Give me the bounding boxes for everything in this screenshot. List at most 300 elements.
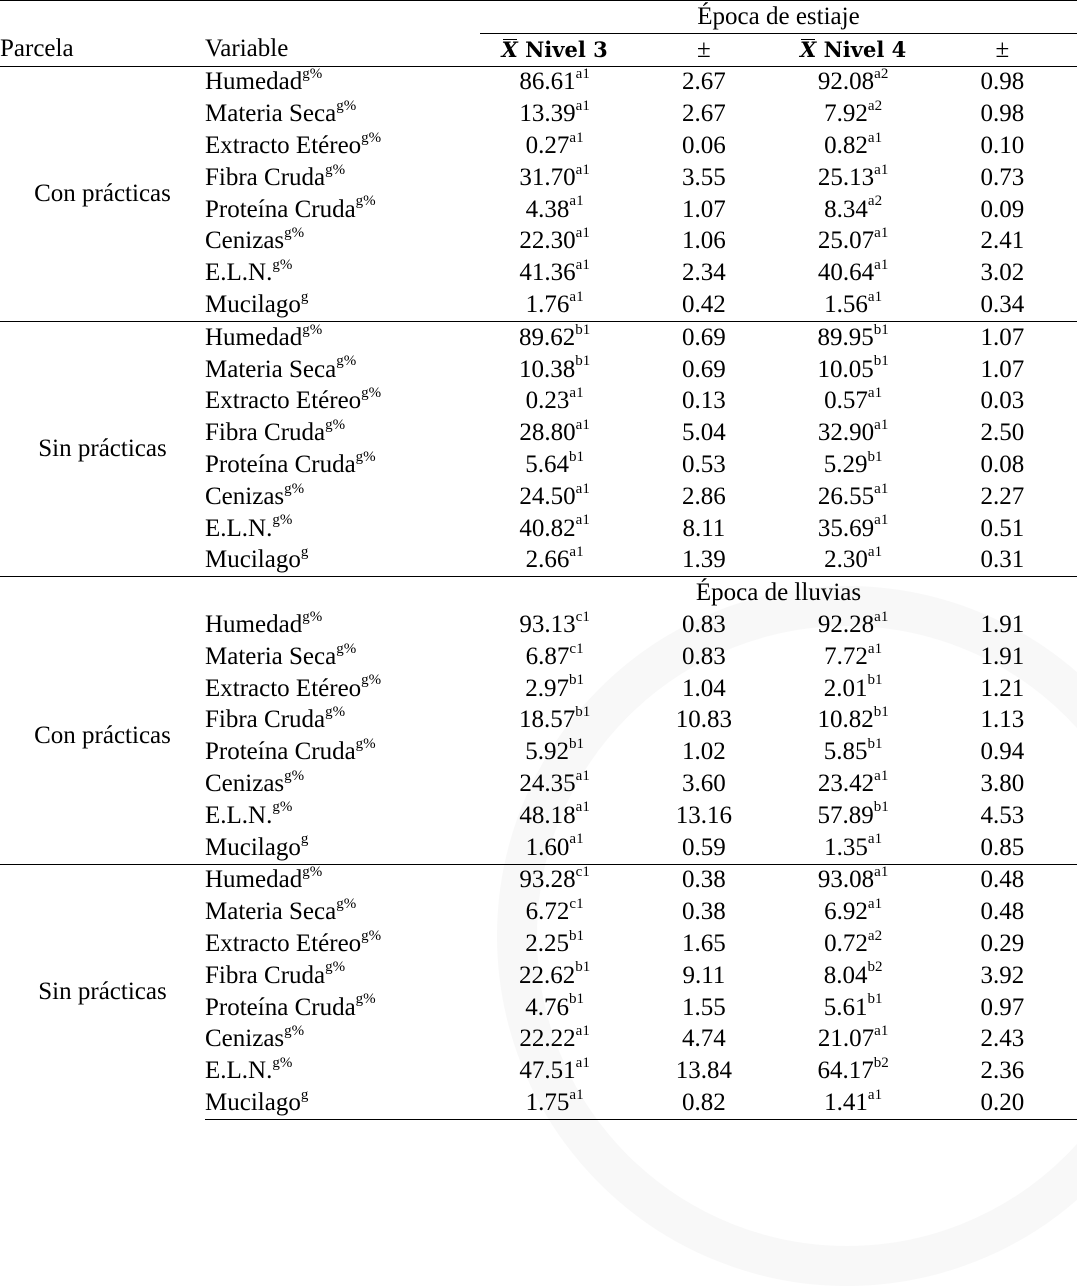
parcela-cell: Con prácticas [34, 179, 171, 207]
cell-superscript: a2 [867, 193, 883, 210]
cell-superscript: a1 [575, 480, 590, 497]
cell-value: 0.27 [525, 132, 570, 160]
pm-nivel4-cell: 1.91 [980, 642, 1025, 670]
variable-cell [205, 98, 480, 130]
cell-value: Humedad [205, 323, 303, 351]
pm-nivel4-cell: 0.08 [980, 451, 1025, 479]
cell-value: 7.92 [824, 100, 868, 128]
mean-nivel4-cell [779, 800, 928, 832]
mean-nivel4-cell [779, 1055, 928, 1087]
cell-superscript: a1 [867, 385, 883, 402]
cell-superscript: b1 [569, 927, 584, 944]
cell-value: Mucilago [205, 546, 301, 574]
cell-superscript: b1 [867, 672, 883, 689]
cell-superscript: a1 [874, 256, 889, 273]
pm-nivel3-cell: 1.07 [682, 195, 726, 223]
pm-nivel3-cell: 2.67 [682, 68, 726, 96]
pm-nivel3-header: ± [629, 33, 778, 66]
cell-value: 2.66 [525, 546, 570, 574]
variable-cell [205, 449, 480, 481]
cell-value: 25.13 [817, 163, 875, 191]
cell-superscript: g% [355, 735, 376, 752]
cell-superscript: a1 [867, 288, 883, 305]
cell-value: Cenizas [205, 227, 285, 255]
table-row [0, 864, 1077, 896]
cell-superscript: a2 [867, 927, 883, 944]
cell-superscript: g% [336, 640, 357, 657]
cell-value: 2.30 [824, 546, 868, 574]
variable-cell [205, 66, 480, 98]
cell-superscript: b1 [575, 704, 591, 721]
pm-nivel3-cell: 0.38 [682, 898, 726, 926]
pm-nivel4-cell: 1.07 [980, 355, 1025, 383]
cell-value: 10.05 [817, 355, 874, 383]
mean-nivel3-cell [480, 960, 629, 992]
mean-nivel4-cell [779, 736, 928, 768]
cell-value: Mucilago [205, 291, 301, 319]
cell-superscript: g% [272, 512, 293, 529]
cell-superscript: b1 [873, 353, 889, 370]
cell-superscript: a1 [569, 831, 584, 848]
cell-value: Extracto Etéreo [205, 930, 362, 957]
pm-nivel4-cell: 0.34 [980, 291, 1025, 319]
mean-nivel4-cell [779, 928, 928, 960]
cell-value: 92.08 [817, 68, 875, 96]
cell-superscript: a1 [569, 1086, 584, 1103]
mean-nivel3-cell [480, 194, 629, 226]
cell-superscript: a1 [575, 767, 590, 784]
mean-nivel3-cell [480, 481, 629, 513]
cell-value: 4.38 [525, 195, 570, 223]
cell-value: 0.57 [824, 387, 868, 415]
cell-superscript: a1 [874, 608, 889, 625]
cell-superscript: g% [284, 1023, 305, 1040]
mean-nivel4-cell [779, 992, 928, 1024]
pm-nivel3-cell: 10.83 [675, 706, 732, 734]
pm-nivel3-cell: 2.67 [682, 100, 726, 128]
variable-cell [205, 162, 480, 194]
mean-nivel4-cell [779, 289, 928, 321]
mean-nivel4-cell [779, 226, 928, 258]
pm-nivel3-cell: 5.04 [682, 419, 726, 447]
pm-nivel3-cell: 0.69 [629, 321, 778, 353]
pm-nivel3-cell: 0.69 [682, 355, 726, 383]
mean-nivel3-cell [480, 162, 629, 194]
mean-nivel4-cell [779, 1024, 928, 1056]
cell-superscript: g% [272, 1054, 293, 1071]
cell-superscript: b2 [867, 959, 883, 976]
cell-value: E.L.N. [205, 1057, 273, 1085]
mean-nivel4-cell [779, 896, 928, 928]
mean-nivel3-cell [480, 513, 629, 545]
mean-nivel3-cell [480, 832, 629, 864]
cell-superscript: g% [325, 416, 346, 433]
pm-nivel3-cell: 1.04 [682, 674, 726, 702]
cell-superscript: g% [361, 927, 382, 944]
cell-value: 6.92 [824, 898, 868, 926]
parcela-header: Parcela [0, 33, 205, 66]
variable-cell [205, 992, 480, 1024]
cell-superscript: a1 [874, 767, 889, 784]
pm-nivel4-cell: 0.98 [980, 68, 1025, 96]
pm-nivel3-cell: 8.11 [682, 514, 726, 542]
pm-nivel3-cell: 1.02 [682, 738, 726, 766]
variable-cell [205, 354, 480, 386]
mean-nivel3-cell [480, 289, 629, 321]
mean-nivel3-cell [480, 354, 629, 386]
cell-superscript: b1 [569, 672, 584, 689]
variable-cell [205, 289, 480, 321]
cell-superscript: a1 [867, 1086, 883, 1103]
pm-nivel4-cell: 1.91 [980, 611, 1025, 639]
cell-value: 35.69 [817, 514, 875, 542]
pm-nivel3-cell: 0.42 [682, 291, 726, 319]
header-epoch-row [0, 1, 1077, 34]
cell-value: Proteína Cruda [205, 993, 356, 1021]
pm-nivel3-cell: 0.53 [682, 451, 726, 479]
mean-nivel4-cell [779, 864, 928, 896]
variable-cell [205, 226, 480, 258]
variable-cell [205, 545, 480, 577]
mean-nivel3-cell [480, 1055, 629, 1087]
mean-nivel4-cell [779, 162, 928, 194]
cell-superscript: b1 [575, 959, 591, 976]
pm-nivel4-cell: 0.03 [980, 387, 1025, 415]
cell-superscript: b1 [569, 991, 584, 1008]
parcela-cell: Sin prácticas [0, 864, 205, 1119]
cell-superscript: g% [302, 608, 323, 625]
table-row [0, 66, 1077, 98]
cell-superscript: g [300, 1086, 309, 1103]
variable-cell [205, 257, 480, 289]
cell-value: Humedad [205, 866, 303, 894]
mean-header-label: Nivel 4 [816, 36, 907, 62]
cell-superscript: a1 [874, 1023, 889, 1040]
cell-value: Proteína Cruda [205, 195, 356, 223]
cell-superscript: a1 [874, 161, 889, 178]
cell-value: Materia Seca [205, 898, 337, 926]
mean-nivel4-cell [779, 960, 928, 992]
cell-value: 89.95 [817, 323, 874, 351]
pm-nivel3-cell: 9.11 [682, 961, 726, 989]
cell-value: 23.42 [817, 770, 875, 798]
cell-superscript: b1 [873, 704, 889, 721]
cell-value: Cenizas [205, 770, 285, 798]
mean-nivel4-cell [779, 832, 928, 864]
cell-value: Mucilago [205, 1088, 301, 1116]
pm-nivel4-cell: 1.13 [980, 706, 1025, 734]
pm-nivel4-cell: 2.50 [980, 419, 1025, 447]
cell-superscript: g% [302, 321, 323, 338]
variable-cell [205, 513, 480, 545]
variable-cell [205, 641, 480, 673]
cell-value: 41.36 [519, 259, 576, 287]
pm-nivel4-cell: 0.48 [980, 898, 1025, 926]
mean-nivel3-cell [480, 992, 629, 1024]
cell-superscript: a1 [575, 256, 590, 273]
cell-value: 1.35 [824, 833, 868, 861]
pm-nivel3-cell: 0.59 [682, 833, 726, 861]
variable-cell [205, 800, 480, 832]
mean-nivel3-cell [480, 736, 629, 768]
mean-nivel3-cell [480, 768, 629, 800]
cell-value: Extracto Etéreo [205, 387, 362, 415]
cell-superscript: a1 [867, 129, 883, 146]
cell-superscript: c1 [569, 895, 584, 912]
cell-superscript: a1 [874, 512, 889, 529]
cell-value: 31.70 [519, 163, 576, 191]
cell-superscript: a1 [569, 288, 584, 305]
pm-nivel4-cell: 1.21 [980, 674, 1025, 702]
cell-superscript: a1 [867, 544, 883, 561]
pm-nivel3-cell: 3.55 [682, 163, 726, 191]
pm-nivel4-cell: 0.48 [928, 864, 1077, 896]
pm-nivel3-cell: 1.65 [682, 930, 726, 957]
mean-nivel3-cell [480, 609, 629, 641]
mean-nivel3-cell [480, 98, 629, 130]
variable-cell [205, 1087, 480, 1119]
mean-nivel4-cell [779, 66, 928, 98]
cell-superscript: a1 [575, 66, 590, 83]
cell-superscript: g% [325, 161, 346, 178]
variable-header: Variable [205, 33, 480, 66]
pm-nivel3-cell: 1.39 [682, 546, 726, 574]
cell-value: Proteína Cruda [205, 738, 356, 766]
mean-nivel3-cell [480, 545, 629, 577]
cell-superscript: a1 [575, 799, 590, 816]
cell-superscript: b1 [873, 321, 889, 338]
cell-superscript: b2 [873, 1054, 889, 1071]
mean-nivel4-cell [779, 673, 928, 705]
empty-cell [0, 577, 205, 609]
cell-value: Fibra Cruda [205, 419, 326, 447]
parcela-cell: Con prácticas [34, 722, 171, 750]
cell-value: 22.22 [519, 1025, 576, 1053]
cell-value: 5.85 [823, 738, 868, 766]
cell-superscript: b1 [867, 735, 883, 752]
cell-value: 1.56 [824, 291, 868, 319]
table-row [0, 321, 1077, 353]
cell-value: 93.28 [519, 866, 576, 894]
epoch-label: Época de lluvias [480, 577, 1077, 609]
cell-superscript: a1 [867, 831, 883, 848]
variable-cell [205, 832, 480, 864]
mean-nivel3-cell [480, 226, 629, 258]
pm-nivel4-cell: 1.07 [928, 321, 1077, 353]
pm-nivel4-header: ± [928, 33, 1077, 66]
cell-value: 4.76 [525, 993, 569, 1021]
mean-nivel3-cell [480, 705, 629, 737]
cell-value: 48.18 [519, 801, 576, 829]
cell-value: 47.51 [519, 1057, 576, 1085]
cell-superscript: g% [355, 991, 376, 1008]
mean-nivel3-cell [480, 417, 629, 449]
mean-nivel3-cell [480, 896, 629, 928]
mean-nivel4-header [779, 33, 928, 66]
cell-value: 86.61 [519, 68, 576, 96]
cell-superscript: a1 [569, 385, 584, 402]
mean-nivel3-cell [480, 321, 629, 353]
cell-value: Materia Seca [205, 100, 337, 128]
table-row [0, 609, 1077, 641]
variable-cell [205, 960, 480, 992]
cell-superscript: g% [361, 672, 382, 689]
variable-cell [205, 928, 480, 960]
cell-value: 89.62 [519, 323, 576, 351]
pm-nivel4-cell: 0.51 [980, 514, 1025, 542]
cell-superscript: g% [284, 225, 305, 242]
cell-value: 21.07 [817, 1025, 875, 1053]
mean-nivel3-cell [480, 864, 629, 896]
cell-value: 93.08 [817, 866, 875, 894]
table-body [0, 1, 1077, 1120]
cell-superscript: a1 [575, 1054, 590, 1071]
pm-nivel3-cell: 3.60 [682, 770, 726, 798]
cell-superscript: b1 [569, 448, 584, 465]
cell-value: Fibra Cruda [205, 163, 326, 191]
cell-value: 10.82 [817, 706, 874, 734]
cell-superscript: a1 [575, 512, 590, 529]
cell-value: 64.17 [817, 1057, 874, 1085]
mean-nivel3-cell [480, 800, 629, 832]
cell-value: 26.55 [817, 482, 875, 510]
pm-nivel4-cell: 3.80 [980, 770, 1025, 798]
mean-nivel4-cell [779, 257, 928, 289]
cell-value: 24.35 [519, 770, 576, 798]
epoch-row [0, 577, 1077, 609]
pm-nivel4-cell: 0.97 [980, 993, 1025, 1021]
variable-cell [205, 1024, 480, 1056]
mean-nivel3-cell [480, 1087, 629, 1119]
cell-value: 10.38 [519, 355, 576, 383]
cell-superscript: a1 [569, 129, 584, 146]
cell-value: Extracto Etéreo [205, 674, 362, 702]
pm-nivel4-cell: 0.29 [980, 930, 1025, 957]
pm-nivel3-cell: 2.34 [682, 259, 726, 287]
cell-superscript: c1 [575, 608, 590, 625]
cell-superscript: a1 [874, 225, 889, 242]
mean-nivel4-cell [779, 545, 928, 577]
cell-superscript: b1 [867, 991, 883, 1008]
mean-nivel4-cell [779, 705, 928, 737]
cell-value: 1.41 [824, 1088, 868, 1116]
cell-superscript: a1 [874, 480, 889, 497]
cell-value: 18.57 [519, 706, 576, 734]
cell-value: 8.34 [824, 195, 868, 223]
cell-value: 2.97 [525, 674, 569, 702]
mean-nivel3-cell [480, 130, 629, 162]
cell-value: E.L.N. [205, 514, 273, 542]
pm-nivel4-cell: 4.53 [980, 801, 1025, 829]
pm-nivel4-cell: 2.43 [980, 1025, 1025, 1053]
pm-nivel4-cell: 2.41 [980, 227, 1025, 255]
variable-cell [205, 386, 480, 418]
pm-nivel4-cell: 0.20 [928, 1087, 1077, 1119]
cell-value: Cenizas [205, 482, 285, 510]
cell-value: 32.90 [817, 419, 875, 447]
mean-nivel4-cell [779, 1087, 928, 1119]
cell-superscript: a1 [575, 416, 590, 433]
cell-value: 6.72 [525, 898, 570, 926]
pm-nivel3-cell: 0.83 [682, 611, 726, 639]
mean-symbol: X [501, 36, 518, 62]
pm-nivel3-cell: 1.06 [682, 227, 726, 255]
pm-nivel3-cell: 0.83 [682, 642, 726, 670]
pm-nivel4-cell: 0.31 [980, 546, 1025, 574]
cell-superscript: a1 [569, 193, 584, 210]
cell-superscript: c1 [569, 640, 584, 657]
pm-nivel4-cell: 0.73 [980, 163, 1025, 191]
pm-nivel3-cell: 0.82 [629, 1087, 778, 1119]
empty-cell [205, 577, 480, 609]
cell-value: 13.39 [519, 100, 576, 128]
mean-nivel4-cell [779, 194, 928, 226]
cell-superscript: g% [272, 799, 293, 816]
cell-superscript: g% [302, 66, 323, 83]
cell-superscript: b1 [873, 799, 889, 816]
mean-nivel4-cell [779, 513, 928, 545]
cell-superscript: g% [355, 448, 376, 465]
pm-nivel3-cell: 0.06 [682, 132, 726, 160]
cell-superscript: g% [336, 895, 357, 912]
variable-cell [205, 864, 480, 896]
cell-superscript: g% [355, 193, 376, 210]
cell-value: 40.82 [519, 514, 576, 542]
cell-value: Materia Seca [205, 642, 337, 670]
cell-superscript: c1 [575, 864, 590, 881]
variable-cell [205, 768, 480, 800]
cell-value: 1.60 [525, 833, 570, 861]
cell-superscript: a1 [867, 640, 883, 657]
cell-value: 1.76 [525, 291, 570, 319]
pm-nivel3-cell: 13.16 [675, 801, 732, 829]
cell-value: 0.82 [824, 132, 868, 160]
cell-value: Cenizas [205, 1025, 285, 1053]
cell-value: 0.23 [525, 387, 570, 415]
mean-nivel4-cell [779, 130, 928, 162]
cell-value: 7.72 [824, 642, 868, 670]
mean-nivel4-cell [779, 321, 928, 353]
mean-nivel4-cell [779, 98, 928, 130]
cell-superscript: a1 [575, 161, 590, 178]
cell-value: 5.64 [525, 451, 569, 479]
cell-value: Fibra Cruda [205, 961, 326, 989]
pm-nivel3-cell: 2.86 [682, 482, 726, 510]
variable-cell [205, 321, 480, 353]
cell-superscript: g [300, 288, 309, 305]
cell-value: 40.64 [817, 259, 875, 287]
mean-header-label: Nivel 3 [517, 36, 608, 62]
pm-nivel4-cell: 3.92 [980, 961, 1025, 989]
mean-nivel3-cell [480, 449, 629, 481]
cell-value: E.L.N. [205, 259, 273, 287]
cell-value: 1.75 [525, 1088, 570, 1116]
cell-superscript: g% [361, 385, 382, 402]
pm-nivel4-cell: 0.94 [980, 738, 1025, 766]
cell-superscript: g% [336, 97, 357, 114]
cell-value: 2.01 [823, 674, 868, 702]
cell-value: 28.80 [519, 419, 576, 447]
mean-nivel3-cell [480, 673, 629, 705]
cell-superscript: b1 [867, 448, 883, 465]
pm-nivel4-cell: 0.85 [980, 833, 1025, 861]
cell-superscript: b1 [575, 353, 591, 370]
mean-nivel3-cell [480, 928, 629, 960]
mean-nivel3-header [480, 33, 629, 66]
cell-superscript: b1 [575, 321, 591, 338]
cell-value: Fibra Cruda [205, 706, 326, 734]
cell-superscript: a1 [575, 1023, 590, 1040]
